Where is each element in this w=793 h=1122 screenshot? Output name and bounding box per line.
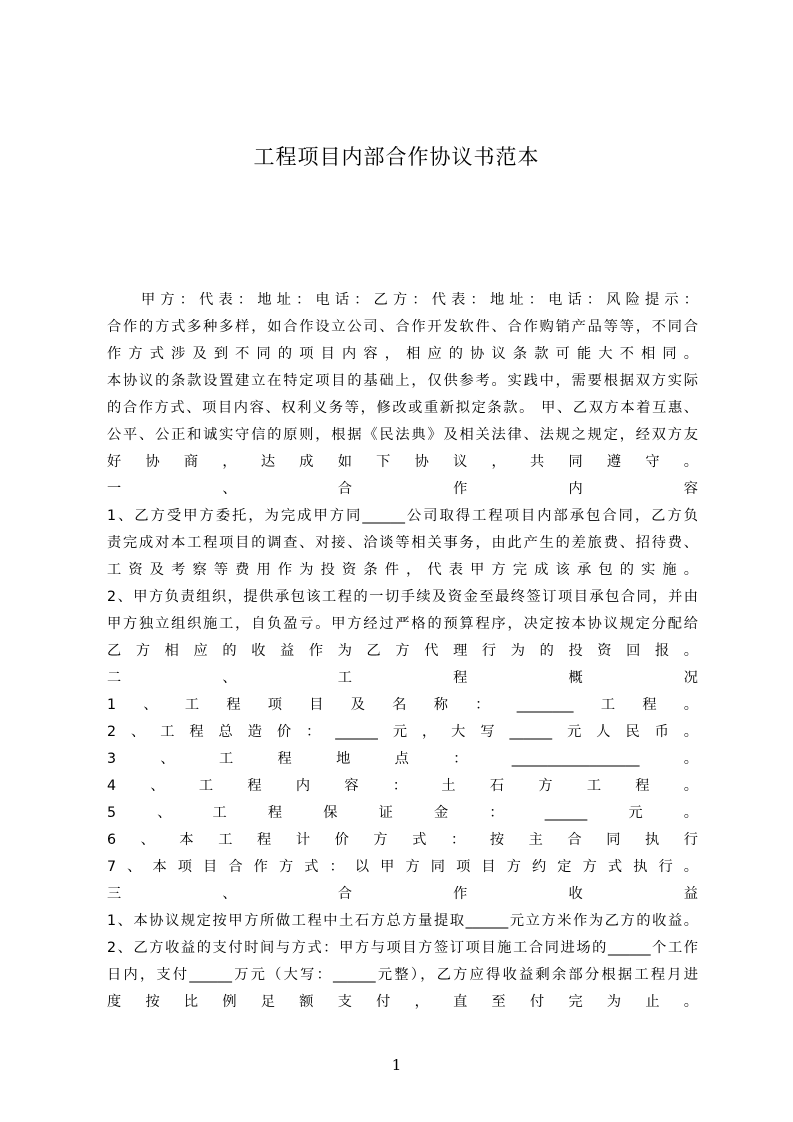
text-line: 日内，支付______万元（大写：______元整），乙方应得收益剩余部分根据工程月进 (107, 967, 698, 983)
text-line: 1、乙方受甲方委托，为完成甲方同______公司取得工程项目内部承包合同，乙方负 (107, 508, 698, 524)
text-line: 2、工程总造价：______元，大写______元人民币。 (107, 724, 698, 740)
text-line: 1、工程项目及名称：________工程。 (107, 697, 698, 713)
text-line: 7、本项目合作方式：以甲方同项目方约定方式执行。 (107, 859, 698, 875)
text-line: 1、本协议规定按甲方所做工程中土石方总方量提取______元立方米作为乙方的收益。 (107, 913, 698, 929)
text-line: 甲方：代表：地址：电话：乙方：代表：地址：电话：风险提示： (141, 292, 698, 308)
text-line: 责完成对本工程项目的调查、对接、洽谈等相关事务，由此产生的差旅费、招待费、 (107, 535, 698, 551)
text-line: 公平、公正和诚实守信的原则，根据《民法典》及相关法律、法规之规定，经双方友 (107, 427, 698, 443)
text-line: 2、甲方负责组织，提供承包该工程的一切手续及资金至最终签订项目承包合同，并由 (107, 589, 698, 605)
text-line: 本协议的条款设置建立在特定项目的基础上，仅供参考。实践中，需要根据双方实际 (107, 373, 698, 389)
text-line: 度按比例足额支付，直至付完为止。 (107, 994, 698, 1010)
text-line: 3、工程地点：__________________。 (107, 751, 698, 767)
text-line: 乙方相应的收益作为乙方代理行为的投资回报。 (107, 643, 698, 659)
text-line: 工资及考察等费用作为投资条件，代表甲方完成该承包的实施。 (107, 562, 698, 578)
text-line: 的合作方式、项目内容、权利义务等，修改或重新拟定条款。 甲、乙双方本着互惠、 (107, 400, 698, 416)
text-line: 4、工程内容：土石方工程。 (107, 778, 698, 794)
section-heading: 二、工程概况 (107, 670, 698, 686)
section-heading: 一、合作内容 (107, 481, 698, 497)
text-line: 甲方独立组织施工，自负盈亏。甲方经过严格的预算程序，决定按本协议规定分配给 (107, 616, 698, 632)
text-line: 合作的方式多种多样，如合作设立公司、合作开发软件、合作购销产品等等，不同合 (107, 319, 698, 335)
section-heading: 三、合作收益 (107, 886, 698, 902)
text-line: 5、工程保证金：______元。 (107, 805, 698, 821)
text-line: 作方式涉及到不同的项目内容，相应的协议条款可能大不相同。 (107, 346, 698, 362)
page-number: 1 (391, 1056, 402, 1074)
text-line: 2、乙方收益的支付时间与方式：甲方与项目方签订项目施工合同进场的______个工作 (107, 940, 698, 956)
text-line: 6、本工程计价方式：按主合同执行 (107, 832, 698, 848)
document-title: 工程项目内部合作协议书范本 (253, 145, 540, 169)
text-line: 好协商，达成如下协议，共同遵守。 (107, 454, 698, 470)
